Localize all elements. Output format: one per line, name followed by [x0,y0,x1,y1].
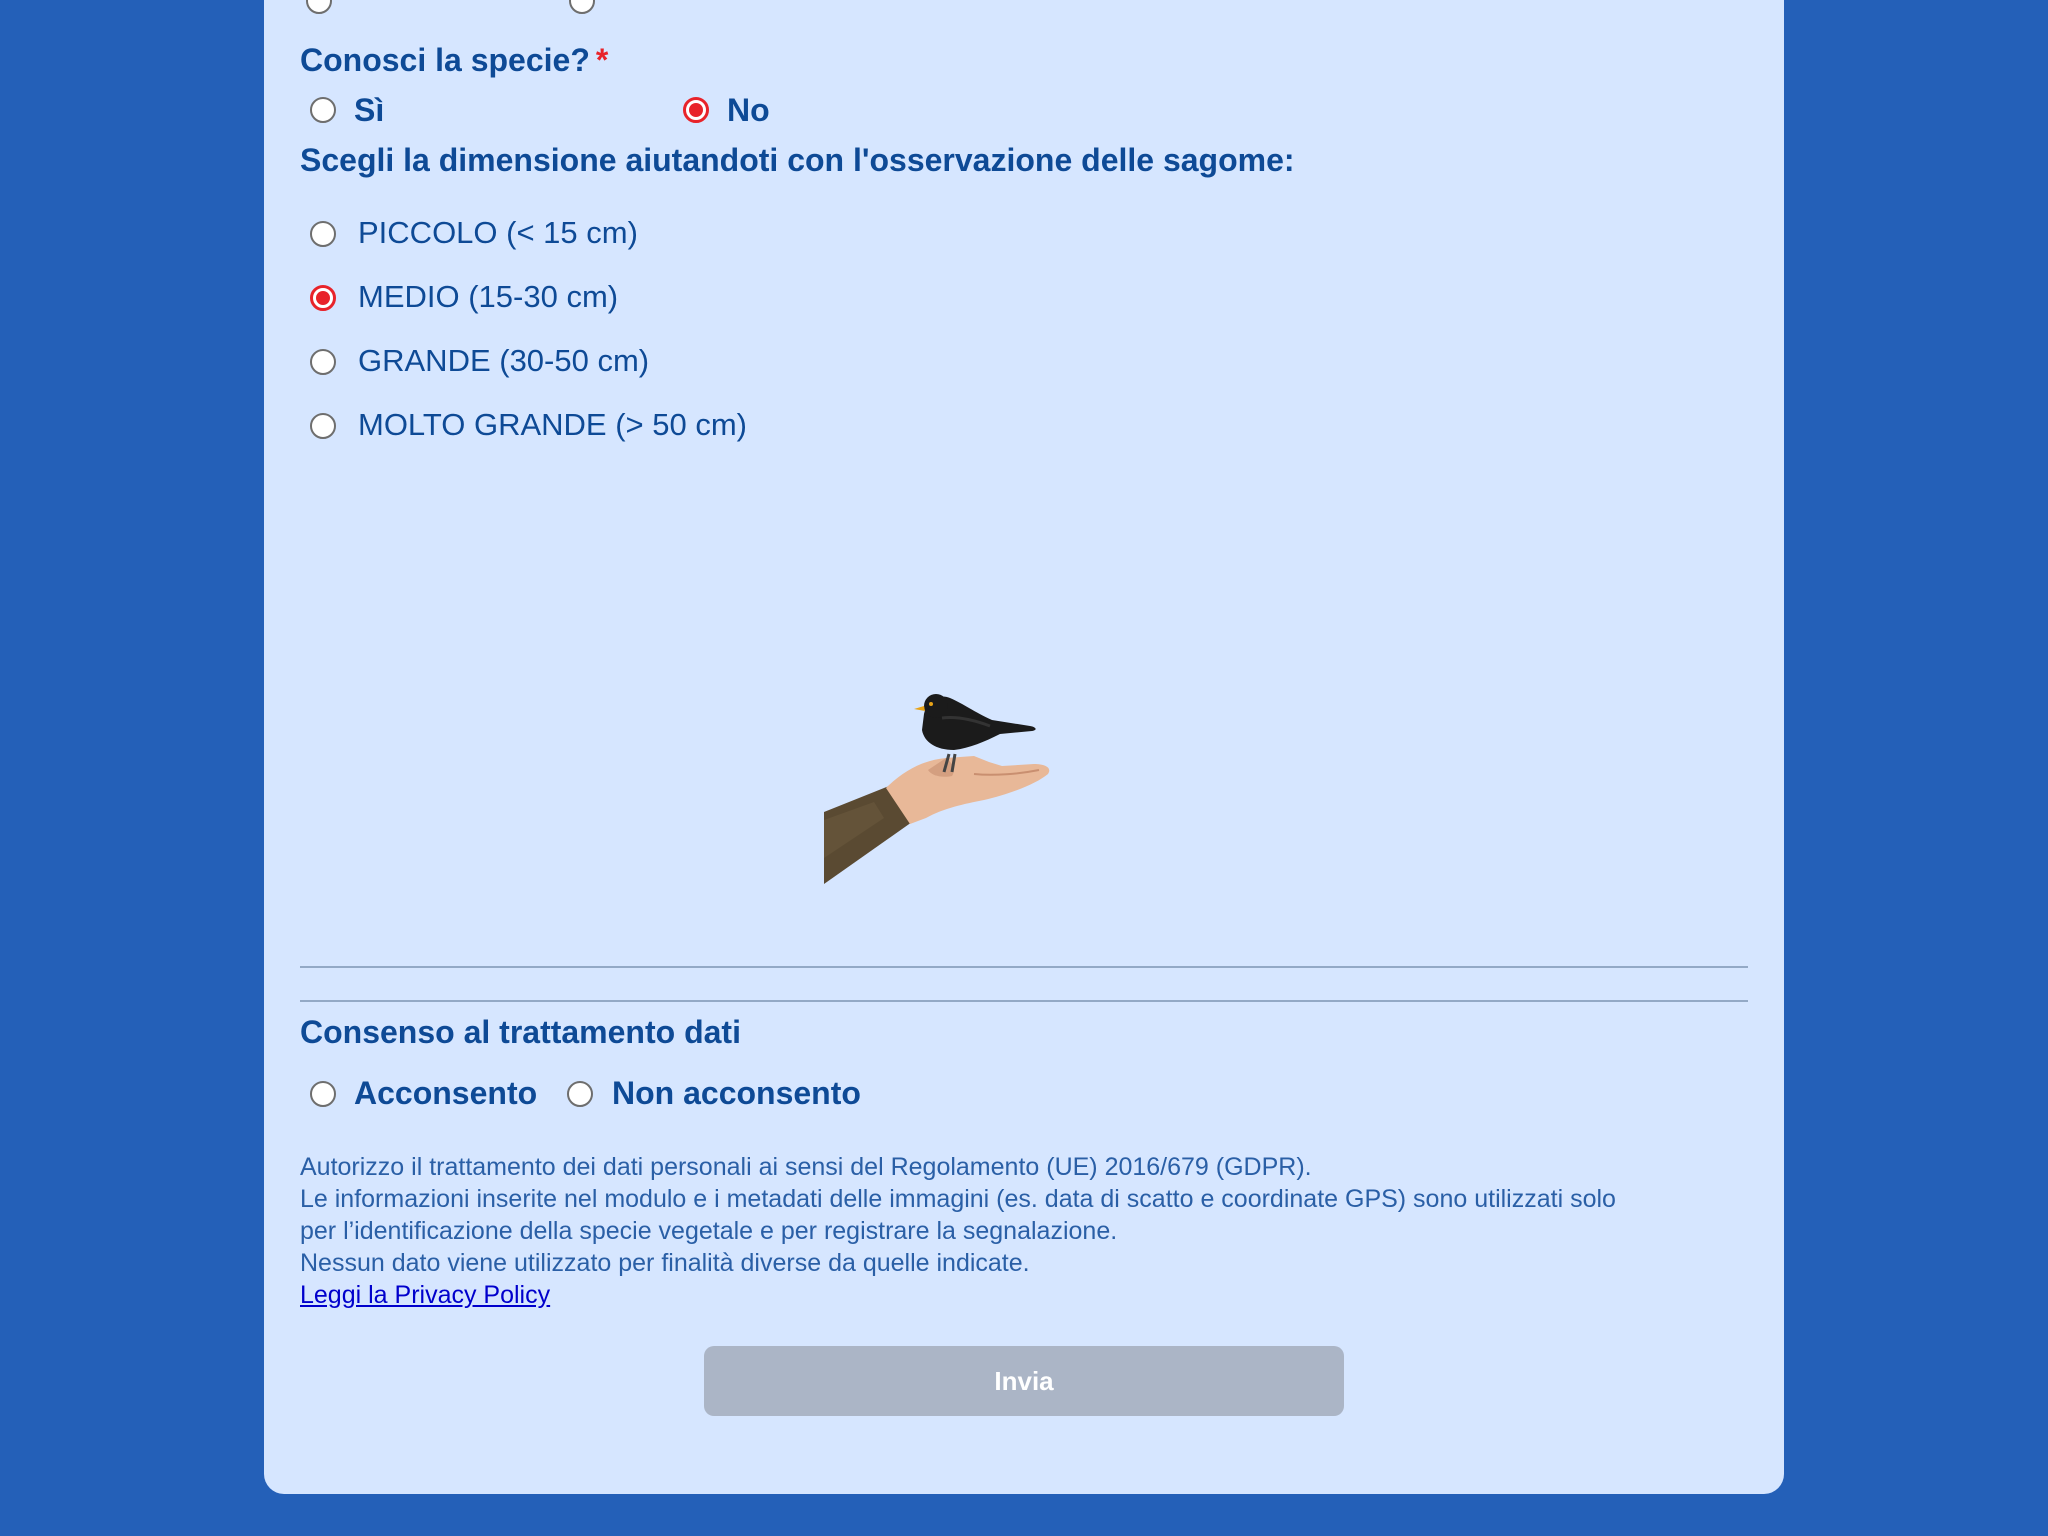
radio-consent-disagree[interactable] [567,1081,593,1107]
consent-text [300,1151,1750,1311]
radio-size-medium[interactable] [310,285,336,311]
required-mark: * [595,42,609,78]
radio-size-large-label[interactable]: GRANDE (30-50 cm) [358,343,650,378]
divider-2 [300,1000,1748,1002]
radio-known-yes[interactable] [310,97,336,123]
divider-1 [300,966,1748,968]
submit-button[interactable]: Invia [704,1346,1344,1416]
radio-consent-agree-label[interactable]: Acconsento [354,1075,538,1111]
size-question: Scegli la dimensione aiutandoti con l'osservazione delle sagome: [300,142,1295,178]
consent-title: Consenso al trattamento dati [300,1014,741,1050]
known-species-question-text: Conosci la specie? [300,42,590,78]
known-species-question [300,40,608,80]
radio-known-no-label[interactable]: No [727,92,770,128]
radio-consent-agree[interactable] [310,1081,336,1107]
radio-known-no[interactable] [683,97,709,123]
radio-consent-disagree-label[interactable]: Non acconsento [612,1075,861,1111]
radio-size-medium-label[interactable]: MEDIO (15-30 cm) [358,279,619,314]
cutoff-radio-2[interactable] [569,0,595,14]
bird-on-hand-image [824,690,1164,910]
consent-text-line: Le informazioni inserite nel modulo e i metadati delle immagini (es. data di scatto e coordinate GPS) sono utilizzati solo [300,1185,1616,1213]
form-card [264,0,1784,1494]
privacy-policy-link[interactable]: Leggi la Privacy Policy [300,1281,551,1309]
radio-size-small-label[interactable]: PICCOLO (< 15 cm) [358,215,638,250]
radio-size-very-large[interactable] [310,413,336,439]
consent-text-line: Nessun dato viene utilizzato per finalità diverse da quelle indicate. [300,1249,1030,1277]
radio-known-yes-label[interactable]: Sì [354,92,385,128]
radio-size-large[interactable] [310,349,336,375]
radio-size-very-large-label[interactable]: MOLTO GRANDE (> 50 cm) [358,407,747,442]
radio-size-small[interactable] [310,221,336,247]
consent-text-line: Autorizzo il trattamento dei dati personali ai sensi del Regolamento (UE) 2016/679 (GDPR). [300,1153,1312,1181]
consent-text-line: per l’identificazione della specie vegetale e per registrare la segnalazione. [300,1217,1118,1245]
cutoff-radio-1[interactable] [306,0,332,14]
